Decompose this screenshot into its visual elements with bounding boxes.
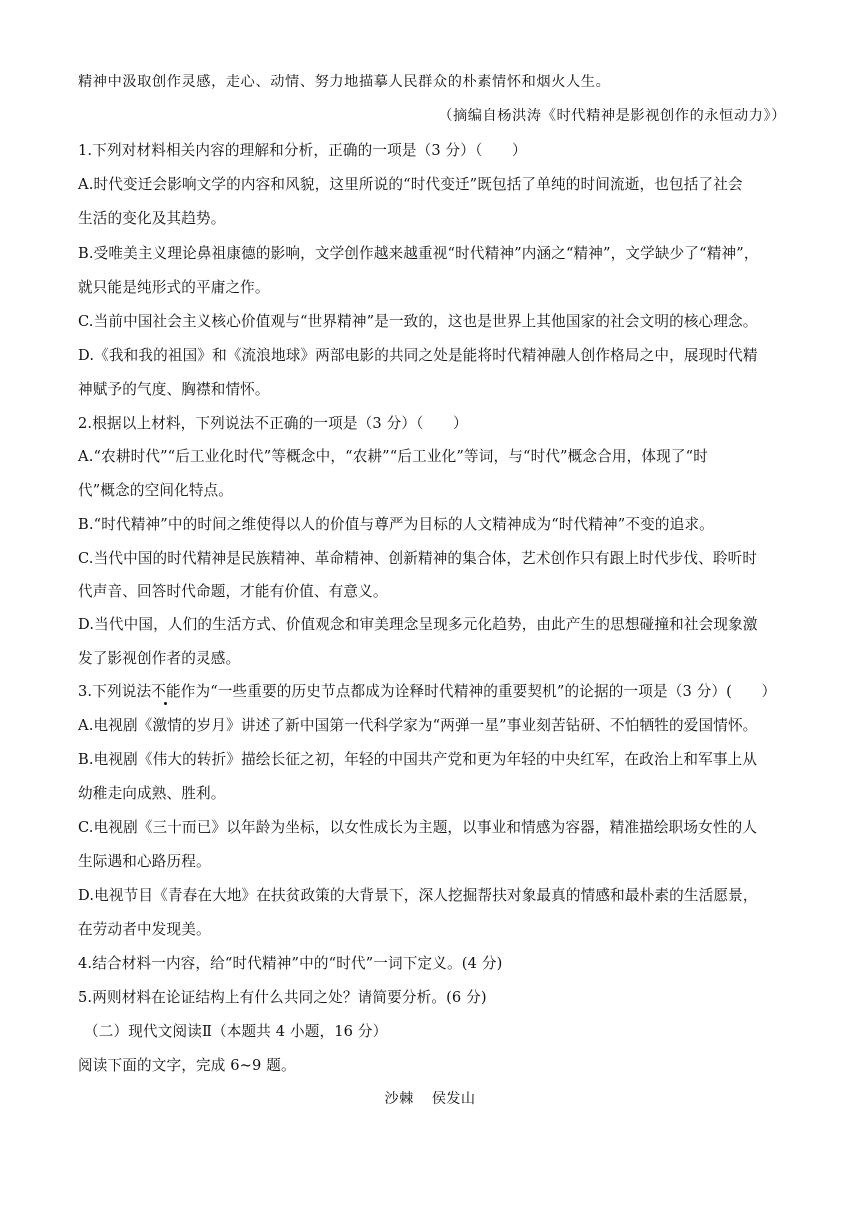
story-author: 侯发山 bbox=[431, 1091, 476, 1107]
question-3-emphasis: 不能 bbox=[151, 683, 181, 700]
question-2-option-a: A.“农耕时代”“后工业化时代”等概念中，“农耕”“后工业化”等词，与“时代”概念合用，体现了“时 bbox=[78, 448, 708, 465]
question-3-option-c-cont: 生际遇和心路历程。 bbox=[78, 853, 211, 870]
question-2-option-c: C.当代中国的时代精神是民族精神、革命精神、创新精神的集合体，艺术创作只有跟上时代步伐、聆听时 bbox=[78, 550, 758, 567]
question-3-option-a: A.电视剧《激情的岁月》讲述了新中国第一代科学家为“两弹一星”事业刻苦钻研、不怕牺牲的爱国情怀。 bbox=[78, 717, 758, 734]
question-1-option-a-cont: 生活的变化及其趋势。 bbox=[78, 210, 226, 227]
question-2-option-d: D.当代中国，人们的生活方式、价值观念和审美理念呈现多元化趋势，由此产生的思想碰撞和社会现象激 bbox=[78, 616, 758, 633]
story-title: 沙棘 bbox=[384, 1091, 414, 1107]
question-1-option-a: A.时代变迁会影响文学的内容和风貌，这里所说的“时代变迁”既包括了单纯的时间流逝，也包括了社会 bbox=[78, 176, 743, 193]
question-1-option-b: B.受唯美主义理论鼻祖康德的影响，文学创作越来越重视“时代精神”内涵之“精神”，文学缺少了“精神”， bbox=[78, 245, 759, 262]
question-2-option-d-cont: 发了影视创作者的灵感。 bbox=[78, 650, 241, 667]
question-1-option-d-cont: 神赋予的气度、胸襟和情怀。 bbox=[78, 381, 270, 398]
source-citation: （摘编自杨洪涛《时代精神是影视创作的永恒动力》） bbox=[438, 108, 786, 124]
question-1-option-c: C.当前中国社会主义核心价值观与“世界精神”是一致的，这也是世界上其他国家的社会文明的核心理念。 bbox=[78, 313, 758, 330]
question-1-option-b-cont: 就只能是纯形式的平庸之作。 bbox=[78, 279, 270, 296]
intro-line: 精神中汲取创作灵感，走心、动情、努力地描摹人民群众的朴素情怀和烟火人生。 bbox=[78, 74, 611, 90]
question-2-option-b: B.“时代精神”中的时间之维使得以人的价值与尊严为目标的人文精神成为“时代精神”不变的追求。 bbox=[78, 516, 714, 533]
question-4: 4.结合材料一内容，给“时代精神”中的“时代”一词下定义。(4 分) bbox=[78, 955, 503, 972]
question-2-stem: 2.根据以上材料，下列说法不正确的一项是（3 分）（ ） bbox=[78, 415, 468, 432]
question-5: 5.两则材料在论证结构上有什么共同之处？请简要分析。(6 分) bbox=[78, 989, 487, 1006]
question-3-option-d: D.电视节目《青春在大地》在扶贫政策的大背景下，深人挖掘帮扶对象最真的情感和最朴素的生活愿景， bbox=[78, 887, 758, 904]
question-3-option-c: C.电视剧《三十而已》以年龄为坐标，以女性成长为主题，以事业和情感为容器，精准描绘职场女性的人 bbox=[78, 819, 758, 836]
question-3-option-b-cont: 幼稚走向成熟、胜利。 bbox=[78, 785, 226, 802]
question-1-option-d: D.《我和我的祖国》和《流浪地球》两部电影的共同之处是能将时代精神融人创作格局之中，展现时代精 bbox=[78, 347, 758, 364]
question-3-option-b: B.电视剧《伟大的转折》描绘长征之初，年轻的中国共产党和更为年轻的中央红军，在政治上和军事上从 bbox=[78, 751, 758, 768]
question-3-option-d-cont: 在劳动者中发现美。 bbox=[78, 921, 211, 938]
reading-instruction: 阅读下面的文字，完成 6~9 题。 bbox=[78, 1057, 296, 1074]
story-title-line bbox=[0, 1089, 860, 1109]
question-3-stem-pre: 3.下列说法 bbox=[78, 683, 152, 700]
section-heading: （二）现代文阅读Ⅱ（本题共 4 小题，16 分） bbox=[84, 1023, 388, 1040]
question-2-option-c-cont: 代声音、回答时代命题，才能有价值、有意义。 bbox=[78, 583, 388, 600]
question-3-stem bbox=[78, 682, 788, 702]
question-3-stem-post: 作为“一些重要的历史节点都成为诠释时代精神的重要契机”的论据的一项是（3 分）( ） bbox=[180, 683, 777, 700]
question-1-stem: 1.下列对材料相关内容的理解和分析，正确的一项是（3 分）（ ） bbox=[78, 142, 527, 159]
question-2-option-a-cont: 代”概念的空间化特点。 bbox=[78, 482, 234, 499]
